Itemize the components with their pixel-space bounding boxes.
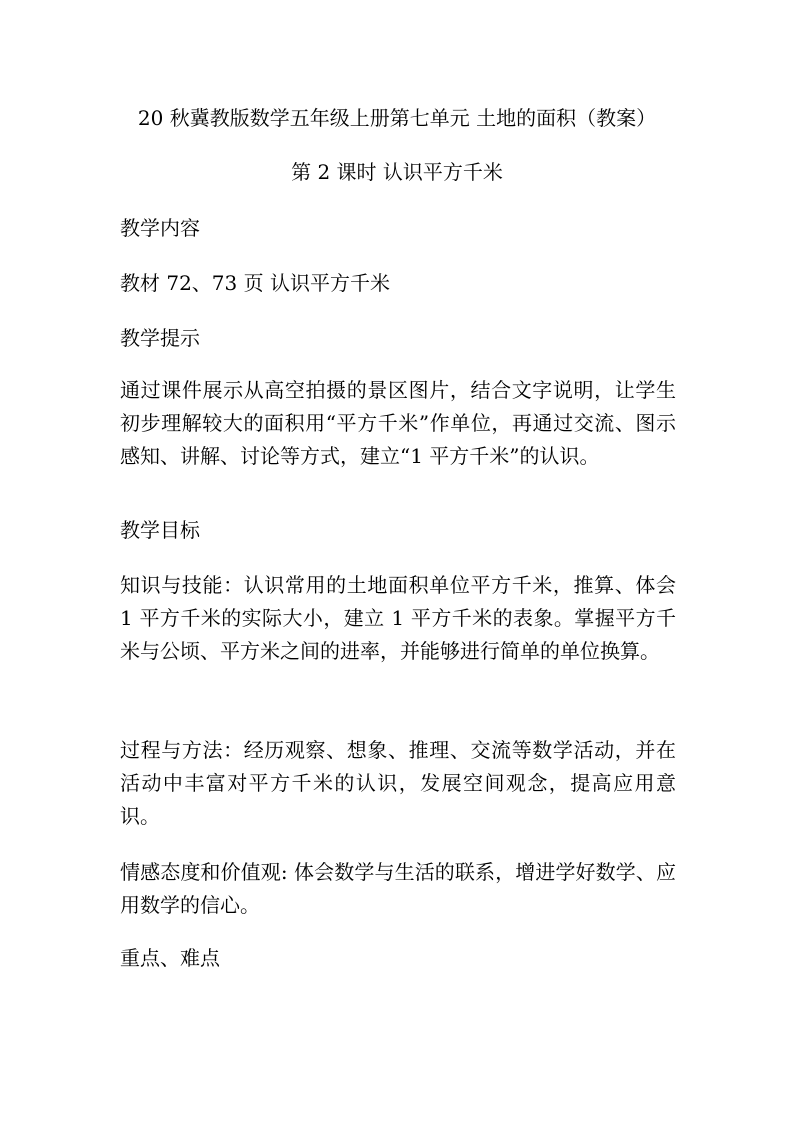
document-title: 20 秋冀教版数学五年级上册第七单元 土地的面积（教案） — [137, 106, 657, 130]
content-text: 教材 72、73 页 认识平方千米 — [120, 271, 390, 295]
key-points-heading: 重点、难点 — [120, 946, 220, 970]
hint-heading: 教学提示 — [120, 326, 200, 350]
goals-heading: 教学目标 — [120, 518, 200, 542]
goal-knowledge-paragraph: 知识与技能：认识常用的土地面积单位平方千米，推算、体会 1 平方千米的实际大小，建立 1 平方千米的表象。掌握平方千米与公顷、平方米之间的进率，并能够进行简单的单位换算。 — [120, 573, 676, 663]
content-heading: 教学内容 — [120, 216, 200, 240]
goal-process-paragraph: 过程与方法：经历观察、想象、推理、交流等数学活动，并在活动中丰富对平方千米的认识，发展空间观念，提高应用意识。 — [120, 738, 676, 828]
hint-paragraph: 通过课件展示从高空拍摄的景区图片，结合文字说明，让学生初步理解较大的面积用“平方千米”作单位，再通过交流、图示感知、讲解、讨论等方式，建立“1 平方千米”的认识。 — [120, 378, 676, 468]
goal-emotion-paragraph: 情感态度和价值观: 体会数学与生活的联系，增进学好数学、应用数学的信心。 — [120, 860, 676, 917]
lesson-title: 第 2 课时 认识平方千米 — [291, 160, 503, 184]
